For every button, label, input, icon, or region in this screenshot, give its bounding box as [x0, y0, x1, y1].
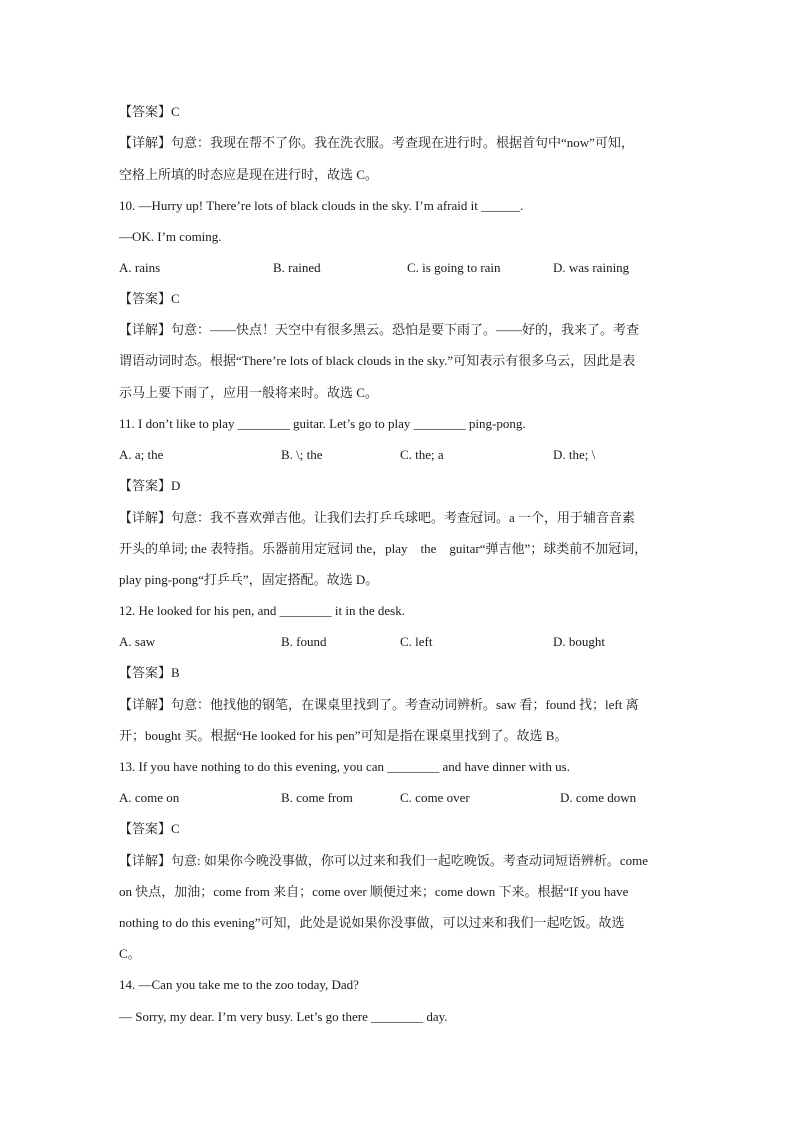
option-a: A. rains	[119, 260, 161, 275]
question-13-options	[119, 789, 684, 807]
option-d: D. bought	[553, 634, 605, 649]
explanation-11-line-2: 开头的单词; the 表特指。乐器前用定冠词 the，play the guitar“弹吉他”；球类前不加冠词，	[119, 541, 648, 556]
explanation-13-line-4: C。	[119, 946, 141, 961]
option-d: D. the; \	[553, 447, 596, 462]
option-b: B. \; the	[281, 447, 323, 462]
question-12: 12. He looked for his pen, and ________ it in the desk.	[119, 603, 405, 618]
answer-12: 【答案】B	[119, 665, 180, 680]
explanation-10-line-3: 示马上要下雨了，应用一般将来时。故选 C。	[119, 385, 378, 400]
explanation-13-line-3: nothing to do this evening”可知，此处是说如果你没事做，可以过来和我们一起吃饭。故选	[119, 915, 625, 930]
option-d: D. was raining	[553, 260, 630, 275]
question-12-options	[119, 633, 684, 651]
explanation-12-line-1: 【详解】句意：他找他的钢笔，在课桌里找到了。考查动词辨析。saw 看；found 找；left 离	[119, 697, 639, 712]
explanation-13-line-2: on 快点，加油；come from 来自；come over 顺便过来；come down 下来。根据“If you have	[119, 884, 629, 899]
question-14: 14. —Can you take me to the zoo today, Dad?	[119, 977, 359, 992]
question-11-options	[119, 446, 684, 464]
explanation-11-line-1: 【详解】句意：我不喜欢弹吉他。让我们去打乒乓球吧。考查冠词。a 一个，用于辅音音素	[119, 510, 636, 525]
question-10-reply: —OK. I’m coming.	[119, 229, 222, 244]
option-a: A. a; the	[119, 447, 164, 462]
explanation-11-line-3: play ping-pong“打乒乓”，固定搭配。故选 D。	[119, 572, 379, 587]
explanation-12-line-2: 开；bought 买。根据“He looked for his pen”可知是指在课桌里找到了。故选 B。	[119, 728, 568, 743]
explanation-10-line-2: 谓语动词时态。根据“There’re lots of black clouds in the sky.”可知表示有很多乌云，因此是表	[119, 353, 636, 368]
option-c: C. the; a	[400, 447, 444, 462]
option-a: A. come on	[119, 790, 180, 805]
question-13: 13. If you have nothing to do this evening, you can ________ and have dinner with us.	[119, 759, 570, 774]
question-10: 10. —Hurry up! There’re lots of black clouds in the sky. I’m afraid it ______.	[119, 198, 524, 213]
option-c: C. is going to rain	[407, 260, 501, 275]
option-d: D. come down	[560, 790, 637, 805]
option-c: C. left	[400, 634, 433, 649]
answer-11: 【答案】D	[119, 478, 181, 493]
explanation-9-line-2: 空格上所填的时态应是现在进行时，故选 C。	[119, 167, 378, 182]
option-c: C. come over	[400, 790, 470, 805]
answer-9: 【答案】C	[119, 104, 180, 119]
explanation-13-line-1: 【详解】句意: 如果你今晚没事做，你可以过来和我们一起吃晚饭。考查动词短语辨析。come	[119, 853, 649, 868]
answer-10: 【答案】C	[119, 291, 180, 306]
explanation-9-line-1: 【详解】句意：我现在帮不了你。我在洗衣服。考查现在进行时。根据首句中“now”可知，	[119, 135, 634, 150]
option-b: B. come from	[281, 790, 353, 805]
option-b: B. found	[281, 634, 327, 649]
answer-13: 【答案】C	[119, 821, 180, 836]
option-a: A. saw	[119, 634, 156, 649]
question-10-options	[119, 259, 684, 277]
question-14-reply: — Sorry, my dear. I’m very busy. Let’s go there ________ day.	[119, 1009, 448, 1024]
explanation-10-line-1: 【详解】句意：——快点！天空中有很多黑云。恐怕是要下雨了。——好的，我来了。考查	[119, 322, 640, 337]
question-11: 11. I don’t like to play ________ guitar. Let’s go to play ________ ping-pong.	[119, 416, 526, 431]
option-b: B. rained	[273, 260, 321, 275]
